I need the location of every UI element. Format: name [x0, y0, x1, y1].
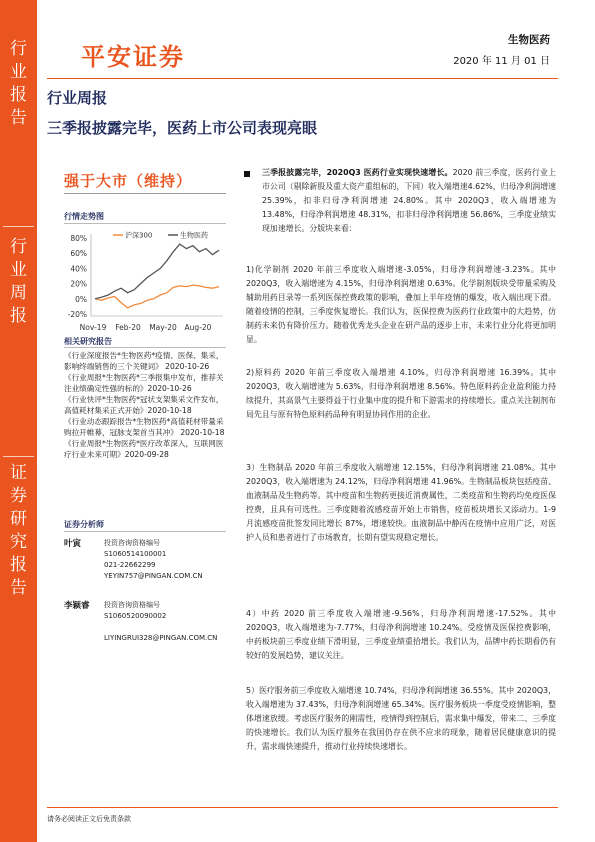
analyst-qualification-label: 投资咨询资格编号	[104, 601, 160, 609]
related-report-item[interactable]: 《行业周报*生物医药*医疗改革深入，互联网医疗行业未来可期》2020-09-28	[64, 439, 224, 459]
company-logo: 平安证券	[81, 43, 185, 71]
legend-label: 生物医药	[180, 231, 208, 240]
related-report-item[interactable]: 《行业快评*生物医药*冠状支架集采文件发布，高值耗材集采正式开始》2020-10-18	[64, 395, 224, 415]
intro-text: 2020 前三季度，医药行业上市公司（剔除新股及重大资产重组标的，下同）收入端增速4.62%，归母净利润增速 25.39%，扣非归母净利润增速 24.80%。其中 2020Q3，收入端增速为 13.48%，归母净利润增速 48.31%，扣非归母净利润增速 56.86%，三季度业绩实现加速增长。分版块来看：	[262, 168, 556, 233]
sidebar-tab-research: 证券研究报告	[10, 463, 28, 598]
document-type: 行业周报	[47, 89, 108, 107]
analyst-email[interactable]: LIYINGRUI328@PINGAN.COM.CN	[104, 634, 218, 642]
x-tick-label: May-20	[149, 323, 177, 332]
x-tick-label: Aug-20	[184, 323, 212, 332]
sidebar	[0, 0, 37, 842]
related-report-item[interactable]: 《行业深度报告*生物医药*疫情、医保、集采，影响终端销售的三个关键词》 2020-10-26	[64, 351, 224, 371]
analyst-info	[104, 538, 203, 582]
y-tick-label: 60%	[70, 249, 87, 259]
paragraph-chemical: 1)化学制剂 2020 年前三季度收入端增速-3.05%，归母净利润增速-3.23%。其中 2020Q3，收入端增速为 4.15%，归母净利润增速 0.63%。化学制剂版块受带量采购及辅助用药目录等一系列医保控费政策的影响，叠加上半年疫情的爆发，收入端出现下滑。随着疫情的控制，三季度恢复增长。我们认为，医保控费为医药行业政策中的大趋势，仿制药未来仍有降价压力。随着优秀龙头企业在研产品的逐步上市，未来行业分化将更加明显。	[246, 265, 556, 344]
bullet-icon	[244, 171, 250, 177]
analyst-email[interactable]: YEYIN757@PINGAN.COM.CN	[104, 572, 203, 580]
related-reports-label: 相关研究报告	[64, 337, 112, 346]
footer-disclaimer: 请务必阅读正文后免责条款	[47, 815, 131, 823]
intro-lead: 三季报披露完毕，2020Q3 医药行业实现快速增长。	[262, 168, 453, 177]
legend-label: 沪深300	[125, 231, 153, 240]
analyst-license-number: S1060520090002	[104, 612, 167, 620]
analyst-section-label: 证券分析师	[64, 520, 104, 529]
paragraph-medical-services: 5）医疗服务前三季度收入端增速 10.74%，归母净利润增速 36.55%。其中 2020Q3，收入端增速为 37.43%，归母净利润增速 65.34%。医疗服务板块一季度受疫情影响，整体增速放缓。考虑医疗服务的刚需性，疫情得到控制后，需求集中爆发，带来二、三季度的快速增长。我们认为医疗服务在我国仍存在供不应求的现象，随着居民健康意识的提升，需求端快速提升，推动行业持续快速增长。	[246, 686, 556, 751]
paragraph-tcm: 4）中药 2020 前三季度收入端增速-9.56%，归母净利润增速-17.52%。其中 2020Q3，收入端增速为-7.77%，归母净利润增速 10.24%。受疫情及医保控费影响，中药板块前三季度业绩下滑明显，三季度业绩重拾增长。我们认为，品牌中药长期看仍有较好的发展趋势，建议关注。	[246, 609, 556, 660]
y-tick-label: 0%	[75, 294, 87, 304]
sidebar-tab-industry-report: 行业报告	[10, 39, 28, 128]
divider	[64, 531, 226, 532]
trend-chart-label: 行情走势图	[64, 212, 104, 221]
footer-divider	[47, 807, 558, 808]
analyst-license-number: S1060514100001	[104, 550, 167, 558]
report-date: 2020 年 11 月 01 日	[453, 56, 550, 67]
related-report-item[interactable]: 《行业周报*生物医药*三季报集中发布，推荐关注业绩确定性强的标的》2020-10-26	[64, 373, 224, 393]
divider	[64, 223, 226, 224]
sector-label: 生物医药	[508, 34, 550, 46]
related-reports-list	[64, 350, 226, 460]
analyst-name: 李颖睿	[64, 601, 90, 611]
related-report-item[interactable]: 《行业动态跟踪报告*生物医药*高值耗材带量采购拉开帷幕，冠脉支架首当其冲》 2020-10-18	[64, 417, 225, 437]
x-tick-label: Nov-19	[79, 323, 107, 332]
y-tick-label: 20%	[70, 279, 87, 289]
y-tick-label: -20%	[67, 310, 87, 319]
sidebar-divider	[3, 456, 34, 457]
intro-paragraph	[262, 166, 556, 236]
header-divider	[47, 78, 558, 79]
analyst-name: 叶寅	[64, 539, 82, 549]
series-line	[95, 244, 219, 299]
y-tick-label: 40%	[70, 264, 87, 274]
analyst-phone: 021-22662299	[104, 561, 156, 569]
divider	[64, 193, 226, 194]
x-tick-label: Feb-20	[115, 323, 141, 332]
page-title: 三季报披露完毕，医药上市公司表现亮眼	[47, 119, 318, 137]
analyst-spacer	[104, 622, 217, 633]
sidebar-tab-weekly: 行业周报	[10, 237, 28, 326]
analyst-info	[104, 600, 217, 644]
series-line	[95, 285, 219, 308]
divider	[64, 347, 226, 348]
sidebar-divider	[3, 226, 34, 227]
market-trend-chart	[53, 226, 228, 338]
rating-label: 强于大市（维持）	[64, 172, 193, 190]
y-tick-label: 80%	[70, 234, 87, 243]
analyst-qualification-label: 投资咨询资格编号	[104, 539, 160, 547]
paragraph-biologics: 3）生物制品 2020 年前三季度收入端增速 12.15%，归母净利润增速 21.08%。其中 2020Q3，收入端增速为 24.12%，归母净利润增速 41.96%。生物制品板块包括疫苗、血液制品及生物药等。其中疫苗和生物药更接近消费属性，二类疫苗和生物药均免疫医保控费，且具有可选性。三季度随着流感疫苗开始上市销售，疫苗板块增长又添动力。1-9 月流感疫苗批签发同比增长 87%，增速较快。血液制品中静丙在疫情中应用广泛，对医护人员和患者进行了市场教育，长期有望实现稳定增长。	[246, 463, 556, 542]
paragraph-api: 2)原料药 2020 年前三季度收入端增速 4.10%，归母净利润增速 16.39%。其中 2020Q3，收入端增速为 5.63%，归母净利润增速 8.56%。特色原料药企业盈利能力持续提升，其高景气主要得益于行业集中度的提升和下游需求的持续增长。重点关注制剂布局先且与原有特色原料药品种有明显协同作用的企业。	[246, 368, 556, 419]
